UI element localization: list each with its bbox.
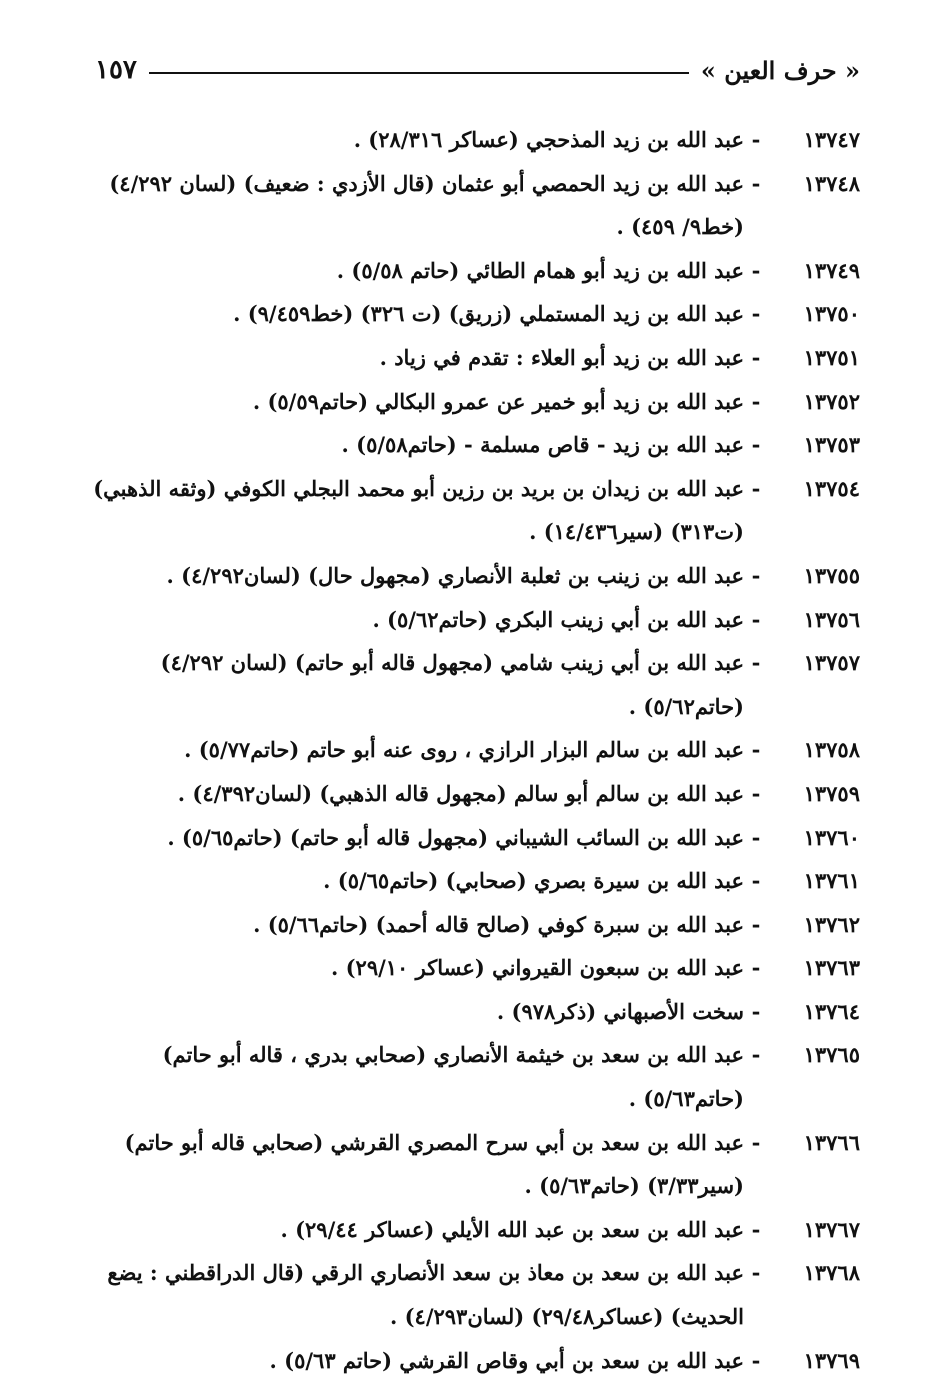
entry-dash: - <box>751 475 761 501</box>
entry-number: ١٣٧٦٦ <box>803 1129 860 1155</box>
entry-number: ١٣٧٥٨ <box>803 737 860 763</box>
entry-dash: - <box>751 955 761 981</box>
entry-text: عبد الله بن أبي زينب شامي (مجهول قاله أبو حاتم) (لسان ٤/٢٩٢) (حاتم٥/٦٢) . <box>160 650 744 719</box>
list-item <box>85 816 860 860</box>
entry-text: عبد الله بن سالم البزار الرازي ، روى عنه أبو حاتم (حاتم٥/٧٧) . <box>184 737 744 763</box>
entry-text: عبد الله بن سعد بن عبد الله الأيلي (عساكر ٢٩/٤٤) . <box>280 1216 744 1242</box>
entry-number: ١٣٧٥٩ <box>803 780 860 806</box>
header-rule <box>149 72 689 74</box>
entry-number: ١٣٧٦٠ <box>803 824 860 850</box>
entry-number: ١٣٧٥١ <box>803 344 860 370</box>
list-item <box>85 336 860 380</box>
entry-dash: - <box>751 868 761 894</box>
page-header <box>95 50 860 90</box>
list-item <box>85 1033 860 1120</box>
entry-dash: - <box>751 432 761 458</box>
list-item <box>85 249 860 293</box>
list-item <box>85 1121 860 1208</box>
entry-text: سخت الأصبهاني (ذكر٩٧٨) . <box>496 998 744 1024</box>
entry-text: عبد الله بن زيدان بن بريد بن رزين أبو محمد البجلي الكوفي (وثقه الذهبي) (ت٣١٣) (سير١٤/٤٣٦) . <box>93 475 744 545</box>
entry-number: ١٣٧٥٥ <box>803 562 860 588</box>
list-item <box>85 1208 860 1252</box>
entry-dash: - <box>751 606 761 632</box>
entry-dash: - <box>751 170 761 196</box>
entry-text: عبد الله بن زيد المذحجي (عساكر ٢٨/٣١٦) . <box>353 127 744 152</box>
entry-number: ١٣٧٤٩ <box>803 257 860 283</box>
entry-text: عبد الله بن سعد بن معاذ بن سعد الأنصاري الرقي (قال الدراقطني : يضع الحديث) (عساكر٢٩/٤٨) (لسان٤/٢٩٣) . <box>107 1260 744 1330</box>
list-item <box>85 467 860 554</box>
list-item <box>85 1251 860 1338</box>
entry-dash: - <box>751 388 761 414</box>
entry-dash: - <box>751 562 761 588</box>
list-item <box>85 162 860 249</box>
entry-number: ١٣٧٦٧ <box>803 1216 860 1242</box>
entry-number: ١٣٧٦٥ <box>803 1042 860 1068</box>
entry-dash: - <box>751 1129 761 1155</box>
list-item <box>85 554 860 598</box>
list-item <box>85 772 860 816</box>
list-item <box>85 598 860 642</box>
entry-dash: - <box>751 650 761 676</box>
page-number: ١٥٧ <box>95 55 137 85</box>
entry-dash: - <box>751 1216 761 1242</box>
list-item <box>85 990 860 1034</box>
section-title: « حرف العين » <box>700 55 860 85</box>
list-item <box>85 859 860 903</box>
entry-dash: - <box>751 344 761 370</box>
entry-number: ١٣٧٦٣ <box>803 955 860 981</box>
entry-number: ١٣٧٥٢ <box>803 388 860 414</box>
entry-dash: - <box>751 1260 761 1286</box>
entry-dash: - <box>751 824 761 850</box>
entry-dash: - <box>751 127 761 152</box>
entry-text: عبد الله بن السائب الشيباني (مجهول قاله أبو حاتم) (حاتم٥/٦٥) . <box>167 824 744 850</box>
entry-text: عبد الله بن زيد أبو همام الطائي (حاتم ٥/٥٨) . <box>336 257 744 283</box>
entry-number: ١٣٧٤٨ <box>803 170 860 196</box>
entry-text: عبد الله بن زيد المستملي (زريق) (ت ٣٢٦) (خط٩/٤٥٩) . <box>233 301 744 327</box>
entry-text: عبد الله بن زيد أبو خمير عن عمرو البكالي (حاتم٥/٥٩) . <box>252 388 744 414</box>
entry-number: ١٣٧٤٧ <box>803 127 860 152</box>
entry-list <box>85 118 860 1382</box>
entry-number: ١٣٧٥٤ <box>803 475 860 501</box>
entry-dash: - <box>751 780 761 806</box>
entry-dash: - <box>751 257 761 283</box>
entry-text: عبد الله بن سيرة بصري (صحابي) (حاتم٥/٦٥) . <box>323 868 744 894</box>
entry-number: ١٣٧٦٤ <box>803 998 860 1024</box>
list-item <box>85 946 860 990</box>
entry-dash: - <box>751 1042 761 1068</box>
entry-dash: - <box>751 911 761 937</box>
entry-text: عبد الله بن زيد الحمصي أبو عثمان (قال الأزدي : ضعيف) (لسان ٤/٢٩٢) (خط٩/ ٤٥٩) . <box>109 170 744 240</box>
list-item <box>85 728 860 772</box>
list-item <box>85 118 860 162</box>
entry-text: عبد الله بن سعد بن أبي سرح المصري القرشي (صحابي قاله أبو حاتم) (سير٣/٣٣) (حاتم٥/٦٣) . <box>124 1129 744 1199</box>
entry-text: عبد الله بن سالم أبو سالم (مجهول قاله الذهبي) (لسان٤/٣٩٢) . <box>177 780 744 806</box>
entry-text: عبد الله بن سعد بن أبي وقاص القرشي (حاتم ٥/٦٣) . <box>269 1347 744 1373</box>
list-item <box>85 903 860 947</box>
entry-number: ١٣٧٥٧ <box>803 650 860 676</box>
entry-number: ١٣٧٦٢ <box>803 911 860 937</box>
entry-text: عبد الله بن سبعون القيرواني (عساكر ٢٩/١٠) . <box>330 955 744 981</box>
entry-text: عبد الله بن سبرة كوفي (صالح قاله أحمد) (حاتم٥/٦٦) . <box>253 911 744 937</box>
list-item <box>85 1339 860 1382</box>
entry-number: ١٣٧٥٣ <box>803 432 860 458</box>
entry-number: ١٣٧٥٦ <box>803 606 860 632</box>
entry-text: عبد الله بن سعد بن خيثمة الأنصاري (صحابي بدري ، قاله أبو حاتم) (حاتم٥/٦٣) . <box>162 1042 744 1112</box>
list-item <box>85 380 860 424</box>
entry-dash: - <box>751 737 761 763</box>
entry-text: عبد الله بن أبي زينب البكري (حاتم٥/٦٢) . <box>372 606 744 632</box>
entry-dash: - <box>751 998 761 1024</box>
entry-text: عبد الله بن زينب بن ثعلبة الأنصاري (مجهول حال) (لسان٤/٢٩٢) . <box>166 562 744 588</box>
entry-dash: - <box>751 301 761 327</box>
list-item <box>85 423 860 467</box>
entry-number: ١٣٧٦٩ <box>803 1347 860 1373</box>
entry-number: ١٣٧٦١ <box>803 868 860 894</box>
entry-text: عبد الله بن زيد أبو العلاء : تقدم في زياد . <box>379 344 744 370</box>
list-item <box>85 292 860 336</box>
entry-text: عبد الله بن زيد - قاص مسلمة - (حاتم٥/٥٨) . <box>341 432 744 458</box>
list-item <box>85 641 860 728</box>
entry-dash: - <box>751 1347 761 1373</box>
entry-number: ١٣٧٦٨ <box>803 1260 860 1286</box>
entry-number: ١٣٧٥٠ <box>803 301 860 327</box>
